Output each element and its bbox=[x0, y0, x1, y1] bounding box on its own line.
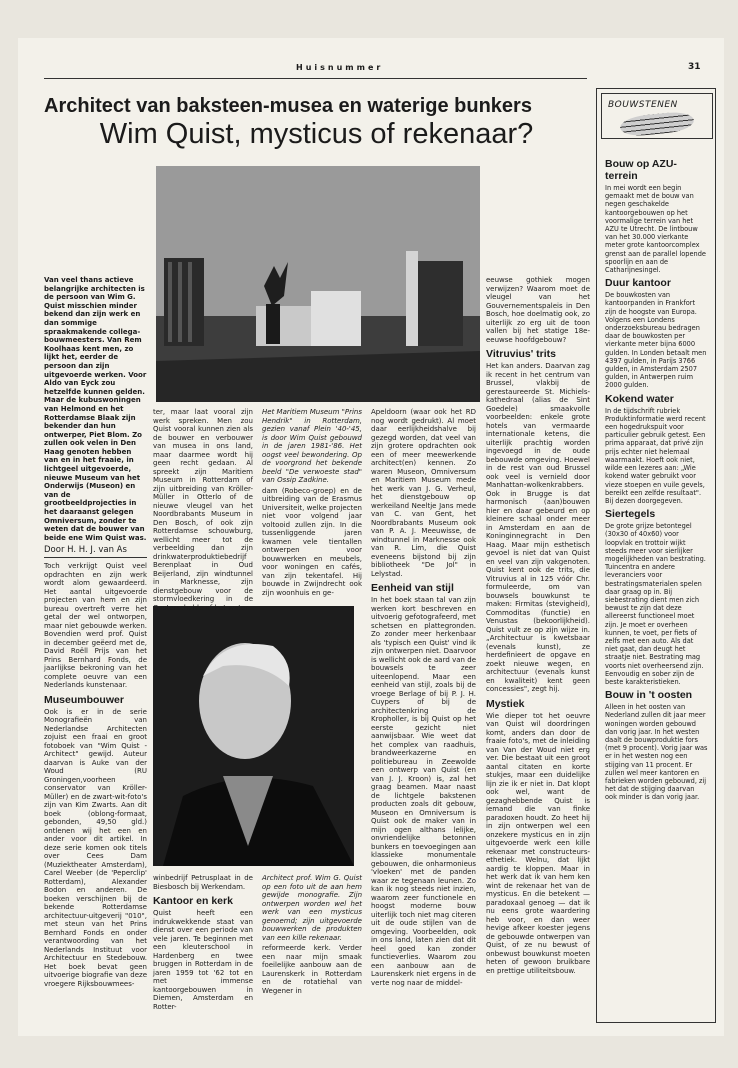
column-4 bbox=[371, 408, 476, 1031]
col2-paragraph-2: winbedrijf Petrusplaat in de Biesbosch bij Werkendam. bbox=[153, 874, 253, 891]
museum-caption: Het Maritiem Museum "Prins Hendrik" in Rotterdam, gezien vanaf Plein '40-'45, is door Wim Quist gebouwd in de jaren 1981-'86. Het oogst veel bewondering. Op de voorgrond het bekende beeld "De verwoeste stad" van Ossip Zadkine. bbox=[262, 408, 362, 484]
byline: Door H. H. J. van As bbox=[44, 545, 147, 558]
subheading-mystiek: Mystiek bbox=[486, 697, 525, 710]
subheading-vitruvius-trits: Vitruvius' trits bbox=[486, 348, 556, 360]
portrait-caption: Architect prof. Wim G. Quist op een foto uit de aan hem gewijde monografie. Zijn ontwerpen worden wel het werk van een mysticus genoemd; zijn uitgevoerde bouwwerken de produkten van een kille rekenaar. bbox=[262, 874, 362, 942]
col4-paragraph-1: Apeldoorn (waar ook het RD nog wordt gedrukt). Al moet daar eerlijkheidshalve bij gezegd worden, dat veel van zijn grotere opdrachten ook een of meer meewerkende architect(en) kennen. Zo waren Museon, Omniversum en Maritiem Museum mede het werk van J. G. Verheul, het dienstgebouw op werkeiland Neeltje Jans mede van C. van Gent, het Noordbrabants Museum ook van P. A. J. Meeuwisse, de windtunnel in Marknesse ook van R. Lim, die Quist eveneens bijstond bij zijn bibliotheek "De Jol" in Lelystad. bbox=[371, 408, 476, 578]
sidebar-title: BOUWSTENEN bbox=[608, 100, 678, 110]
sidebar-text-bouw-oosten: Alleen in het oosten van Nederland zullen dit jaar meer woningen worden gebouwd dan vorig jaar. In het westen daalt de bouwproduktie fors (met 9 procent). Vorig jaar was er in het westen nog een stijging van 11 procent. Er zullen wel meer kantoren en fabrieken worden gebouwd, zij het dat de stijging daarvan ook minder is dan vorig jaar. bbox=[605, 703, 708, 802]
column-3-bottom bbox=[262, 874, 362, 1031]
header-rule bbox=[44, 78, 587, 79]
brick-icon bbox=[619, 110, 695, 138]
maritime-museum-photo bbox=[156, 166, 480, 402]
column-3-top bbox=[262, 408, 362, 598]
col5-paragraph-3: Wie dieper tot het oeuvre van Quist wil doordringen komt, anders dan door de fraaie foto's, met de inleiding van Van der Woud niet erg ver. Die bestaat uit een groot aantal citaten en korte stukjes, maar een duidelijke lijn zie ik er niet in. Dat klopt ook wel, want de gezaghebbende Quist is iemand die van finke paradoxen houdt. Zo heet hij in zijn ontwerpen wel een onzekere mysticus en in zijn uitgevoerde werk een kille rekenaar met constructeurs-ethetiek. Welnu, dat lijkt aardig te kloppen. Maar in het werk dat ik van hem ken wint de rekenaar het van de mysticus. En die betekent — paradoxaal genoeg — dat ik nu eens grote waardering heb voor, en dan weer hevige afkeer koester jegens de gebouwde ontwerpen van Quist, of ze nu bewust of onbewust bouwkunst moeten heten of gewoon bruikbare en prettige utiliteitsbouw. bbox=[486, 711, 590, 975]
column-2-bottom bbox=[153, 874, 253, 1031]
intro-paragraph: Van veel thans actieve belangrijke architecten is de persoon van Wim G. Quist misschien minder bekend dan zijn werk en dan sommige spraakmakende collega-bouwmeesters. Van Rem Koolhaas kent men, zo lijkt het, eerder de persoon dan zijn uitgevoerde werken. Voor Aldo van Eyck zou hetzelfde kunnen gelden. Maar de kubuswoningen van Helmond en het Rotterdamse Blaak zijn bekender dan hun ontwerper, Piet Blom. Zo zullen ook velen in Den Haag genoten hebben van en in het fraaie, in lichtgeel uitgevoerde, nieuwe Museum van het Onderwijs (Museon) en van de grootbeeldprojecties in het daaraanst gelegen Omniversum, zonder te weten dat de bouwer van beide ene Wim Quist was. bbox=[44, 276, 147, 542]
col1-paragraph-1: Toch verkrijgt Quist veel opdrachten en zijn werk wordt alom gewaardeerd. Het aantal uitgevoerde projecten van hem en zijn bureau overtreft verre het getal der wel ontworpen, maar niet gebouwde werken. Bovendien werd prof. Quist in december geëerd met de, David Roëll Prijs van het Prins Bernhard Fonds, de jaarlijkse bekroning van het complete oeuvre van een Nederlands kunstenaar. bbox=[44, 562, 147, 690]
museum-photo-drawing bbox=[156, 166, 480, 402]
sidebar-heading-duur-kantoor: Duur kantoor bbox=[605, 277, 671, 290]
sidebar-heading-bouw-oosten: Bouw in 't oosten bbox=[605, 689, 693, 702]
sidebar-text-siertegels: De grote grijze betontegel (30x30 of 40x60) voor loopvlak en trottoir wijkt steeds meer voor sierlijker mogelijkheden van bestrating. Tuincentra en andere leveranciers voor bestratingsmaterialen spelen daar graag op in. Bij siebestrating dient men zich bewust te zijn dat deze allereerst functioneel moet zijn. Je moet er overheen kunnen, te voet, per fiets of zelfs met een auto. Als dat niet gaat, dan deugt het straatje niet. Bestrating mag voorts niet overheersend zijn. Eenvoudig en sober zijn de beste karakteristieken. bbox=[605, 522, 706, 686]
section-header: Huisnummer bbox=[296, 63, 384, 72]
sidebar-body bbox=[605, 155, 708, 1021]
subheading-museumbouwer: Museumbouwer bbox=[44, 693, 124, 706]
sidebar-text-azu: In mei wordt een begin gemaakt met de bouw van negen geschakelde kantoorgebouwen op het voormalige terrein van het AZU te Utrecht. De lintbouw van het 30.000 vierkante meter grote kantoorcomplex grenst aan de parallel lopende spoorlijn en aan de Catharijnesingel. bbox=[605, 184, 706, 275]
sidebar-heading-azu: Bouw op AZU-terrein bbox=[605, 158, 677, 182]
sidebar-text-kokend-water: In de tijdschrift rubriek Produktinformatie werd recent een hogedrukspuit voor particulier gebruik getest. Een prima apparaat, dat privé zijn prijs echter niet helemaal waarmaakt. Hoeft ook niet, wilde een lezeres aan: „Wie kokend water gebruikt voor vieze stoepen en vuile gevels, bereikt een zelfde resultaat". Bij dezen doorgegeven. bbox=[605, 406, 706, 505]
wim-quist-portrait bbox=[153, 606, 354, 866]
col2-paragraph-1: ter, maar laat vooral zijn werk spreken. Men zou Quist vooral kunnen zien als de bouwer en verbouwer van musea in ons land, maar daarmee wordt hij geen recht gedaan. Al spreekt zijn Maritiem Museum in Rotterdam of zijn uitbreiding van Kröller-Müller in Otterlo of de nieuwe vleugel van het Noordbrabants Museum in Den Bosch, of ook zijn Rotterdamse schouwburg, wellicht meer tot de verbeelding dan zijn drinkwaterproduktiebedrijf Berenplaat in Oud Beijerland, zijn windtunnel in Marknesse, zijn dienstgebouw voor de stormvloedkering in de Oosterschelde of het water- bbox=[153, 408, 253, 612]
sidebar-header-box bbox=[601, 93, 713, 139]
headline-kicker: Architect van baksteen-musea en waterige bunkers bbox=[44, 95, 532, 117]
col5-paragraph-2: Het kan anders. Daarvan zag ik recent in het centrum van Brussel, vlakbij de gerestaureerde St. Michiels-kathedraal (alias de Sint Goedele) smaakvolle voorbeelden: enkele grote hotels van vermaarde internationale ketens, die uiterlijk prachtig worden ingevoegd in de oude bebouwde omgeving. Hoewel in de rest van oud Brussel ook veel is vernield door Manhattan-wolkenkrabbers. Ook in Brugge is dat harmonisch (aan)bouwen hier en daar gebeurd en op kleinere schaal onder meer in Amsterdam en aan de Koninginnegracht in Den Haag. Maar mijn esthetisch gevoel is niet dat van Quist en veel van zijn vakgenoten. Quist kent ook de trits, die Vitruvius al in 125 vóór Chr. formuleerde, om van bouwsels bouwkunst te maken: Firmitas (stevigheid), Commoditas (functie) en Venustas (bekoorlijkheid). Quist vult ze op zijn wijze in. „Architectuur is kwetsbaar (evenals kunst), ze herdefinieert de opgave en zoekt nieuwe wegen, en architectuur (evenals kunst en kwaliteit) kent geen concessies", zegt hij. bbox=[486, 362, 590, 693]
column-2-top bbox=[153, 408, 253, 612]
headline-title: Wim Quist, mysticus of rekenaar? bbox=[99, 118, 534, 150]
col4-paragraph-2: In het boek staan tal van zijn werken kort beschreven en uitvoerig gefotografeerd, met schetsen en plattegronden. Zo zonder meer herkenbaar als 'typisch een Quist' vind ik zijn ontwerpen niet. Daarvoor is wellicht ook de aard van de bouwsels te zeer uiteenlopend. Maar een eenheid van stijl, zoals bij de vroege Berlage of bij P. J. H. Cuypers of bij de architectenkring de Kropholler, is bij Quist op het eerste gezicht niet aanwijsbaar. Wie weet dat het complex van raadhuis, brandweerkazerne en politiebureau in Zeewolde een ontwerp van Quist (en van J. J. Kroon) is, zal het graag beamen. Maar naast de lichtgele bakstenen producten zoals dit gebouw, Museon en Omniversum is Quist ook de maker van in mijn ogen althans lelijke, onvriendelijke betonnen bunkers en toevoegingen aan klassieke monumentale gebouwen, die onharmonieus 'vloeken' met de panden waar ze tegenaan leunen. Zo kan ik nog steeds niet inzien, waarom zeer functionele en hoogst moderne bouw uiterlijk toch niet mag citeren uit de oude stijlen van de omgeving. Voorbeelden, ook in ons land, laten zien dat dit heel goed kan zonder functieverlies. Waarom zou een aanbouw aan de Laurenskerk niet ergens in de verte nog naar de middel- bbox=[371, 596, 476, 987]
sidebar-text-duur-kantoor: De bouwkosten van kantoorpanden in Frankfort zijn de hoogste van Europa. Volgens een Londens onderzoeksbureau bedragen daar de bouwkosten per vierkante meter bijna 6000 gulden. In Londen betaalt men 4397 gulden, in Parijs 3766 gulden, in Amsterdam 2507 gulden, in Antwerpen ruim 2000 gulden. bbox=[605, 291, 707, 390]
sidebar-heading-siertegels: Siertegels bbox=[605, 508, 656, 521]
column-5 bbox=[486, 276, 590, 1031]
column-1 bbox=[44, 276, 147, 1031]
subheading-kantoor-en-kerk: Kantoor en kerk bbox=[153, 895, 233, 907]
col5-paragraph-1: eeuwse gothiek mogen verwijzen? Waarom moet de vleugel van het Gouvernementspaleis in Den Bosch, hoe doelmatig ook, zo uiterlijk zo erg uit de toon vallen bij het statige 18e-eeuwse hoofdgebouw? bbox=[486, 276, 590, 344]
subheading-eenheid-van-stijl: Eenheid van stijl bbox=[371, 582, 454, 594]
col3-paragraph-1: dam (Robeco-groep) en de uitbreiding van de Erasmus Universiteit, welke projecten niet voor volgend jaar voltooid zullen zijn. In die tussenliggende jaren kwamen vele tientallen ontwerpen voor bouwwerken en meubels, voor woningen en cafés, van zijn tekentafel. Hij bouwde in Zwijndrecht ook zijn woonhuis en ge- bbox=[262, 486, 362, 597]
portrait-drawing bbox=[153, 606, 354, 866]
col1-paragraph-2: Ook is er in de serie Monografieën van Nederlandse Architecten zojuist een fraai en groot fotoboek van "Wim Quist - Architect" gewijd. Auteur daarvan is Auke van der Woud (RU Groningen,voorheen conservator van Kröller-Müller) en de zwart-wit-foto's zijn van Kim Zwarts. Aan dit boek (oblong-formaat, gebonden, 49,50 gld.) ontlenen wij het een en ander voor dit artikel. In deze serie komen ook titels over Cees Dam (Muziektheater Amsterdam), Carel Weeber (de 'Peperclip' Rotterdam), Alexander Bodon en anderen. De boeken verschijnen bij de bekende Rotterdamse architectuur-uitgeverij "010", met steun van het Prins Bernhard Fonds en onder verantwoording van het Nederlands Instituut voor Architectuur en Stedebouw. Het boek bevat geen uitvoerige biografie van deze vroegere Rijksbouwmees- bbox=[44, 707, 147, 988]
page-number: 31 bbox=[688, 62, 701, 72]
sidebar-heading-kokend-water: Kokend water bbox=[605, 392, 674, 405]
col3-paragraph-2: reformeerde kerk. Verder een naar mijn smaak foeilelijke aanbouw aan de Laurenskerk in Rotterdam en de rotatiehal van Wegener in bbox=[262, 944, 362, 995]
col2-paragraph-3: Quist heeft een indrukwekkende staat van dienst over een periode van vele jaren. Te beginnen met een kleuterschool in Hardenberg en twee bruggen in Rotterdam in de jaren 1959 tot '62 tot en met immense kantoorgebouwen in Diemen, Amsterdam en Rotter- bbox=[153, 909, 253, 1011]
